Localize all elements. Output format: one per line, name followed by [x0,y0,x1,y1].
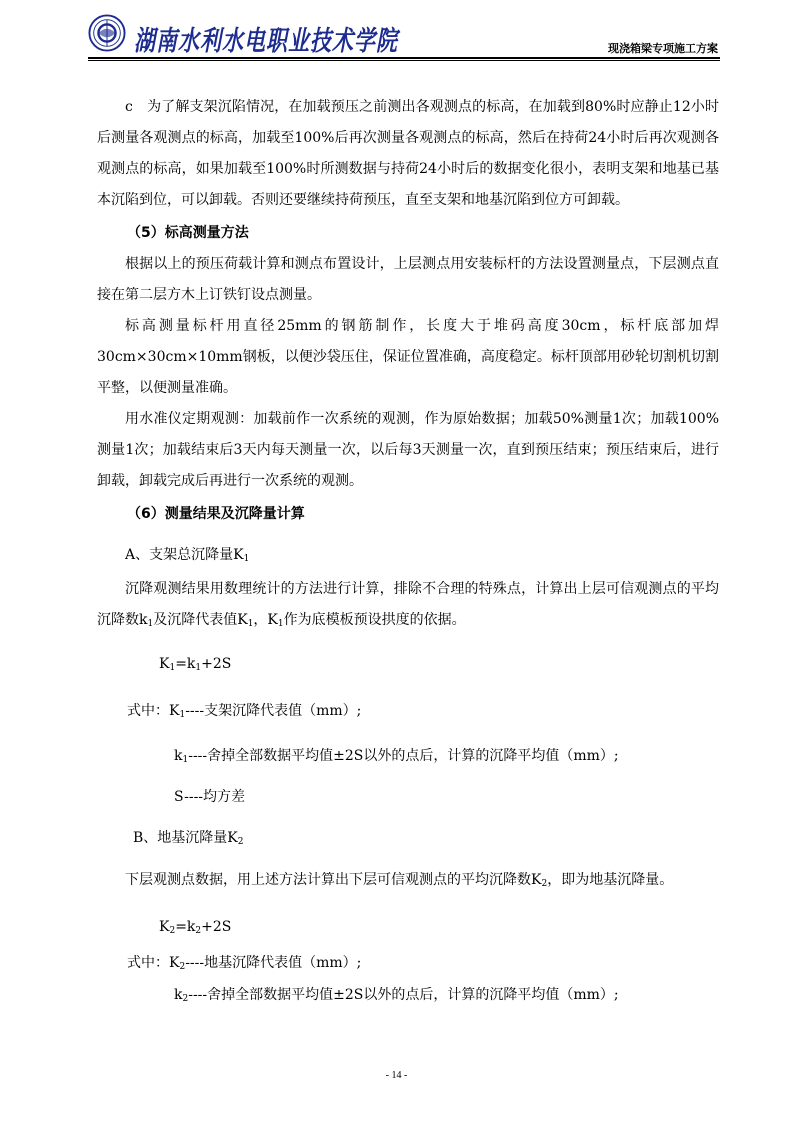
school-name: 湖南水利水电职业技术学院 [134,25,398,57]
paragraph-5b: 标高测量标杆用直径25mm的钢筋制作，长度大于堆码高度30cm，标杆底部加焊30cm×30cm×10mm钢板，以便沙袋压住，保证位置准确，高度稳定。标杆顶部用砂轮切割机切割平整，以便测量准确。 [97,318,719,396]
header-rule-thin [88,60,720,61]
paragraph-b: 下层观测点数据，用上述方法计算出下层可信观测点的平均沉降数$K_2$，即为地基沉降量。 [125,872,674,889]
subsection-b: B、地基沉降量$K_2$ [133,830,244,847]
document-title: 现浇箱梁专项施工方案 [608,42,718,55]
definition-lower-k2: $k_2----$舍掉全部数据平均值±2S以外的点后，计算的沉降平均值（mm）; [174,987,619,1004]
paragraph-a: 沉降观测结果用数理统计的方法进行计算，排除不合理的特殊点，计算出上层可信观测点的平均沉降数$k_1$及沉降代表值$K_1$，$K_1$作为底模板预设拱度的依据。 [97,581,719,629]
school-emblem-icon [88,14,126,52]
page-body [97,92,719,1004]
paragraph-5c: 用水准仪定期观测：加载前作一次系统的观测，作为原始数据；加载50%测量1次；加载100%测量1次；加载结束后3天内每天测量一次，以后每3天测量一次，直到预压结束；预压结束后，进行卸载，卸载完成后再进行一次系统的观测。 [97,411,719,489]
paragraph-5a: 根据以上的预压荷载计算和测点布置设计，上层测点用安装标杆的方法设置测量点，下层测点直接在第二层方木上订铁钉设点测量。 [97,256,719,303]
section-heading-5: （5）标高测量方法 [127,225,249,241]
definition-k1: 式中：$K_1----$支架沉降代表值（mm）; [127,703,362,720]
formula-k1: $K_1=k_1+2S$ [159,656,232,673]
subsection-a: A、支架总沉降量$K_1$ [125,547,250,564]
header-rule [88,57,720,59]
section-heading-6: （6）测量结果及沉降量计算 [127,506,305,522]
paragraph-c: c 为了解支架沉陷情况，在加载预压之前测出各观测点的标高，在加载到80%时应静止12小时后测量各观测点的标高，加载至100%后再次测量各观测点的标高，然后在持荷24小时后再次观测各观测点的标高，如果加载至100%时所测数据与持荷24小时后的数据变化很小，表明支架和地基已基本沉陷到位，可以卸载。否则还要继续持荷预压，直至支架和地基沉陷到位方可卸载。 [97,99,719,208]
definition-k2: 式中：$K_2----$地基沉降代表值（mm）; [127,955,362,972]
page-number: - 14 - [385,1070,408,1081]
definition-s: S----均方差 [174,789,246,805]
page-header [88,8,720,58]
formula-k2: $K_2=k_2+2S$ [159,919,232,936]
definition-lower-k1: $k_1----$舍掉全部数据平均值±2S以外的点后，计算的沉降平均值（mm）; [174,748,619,765]
